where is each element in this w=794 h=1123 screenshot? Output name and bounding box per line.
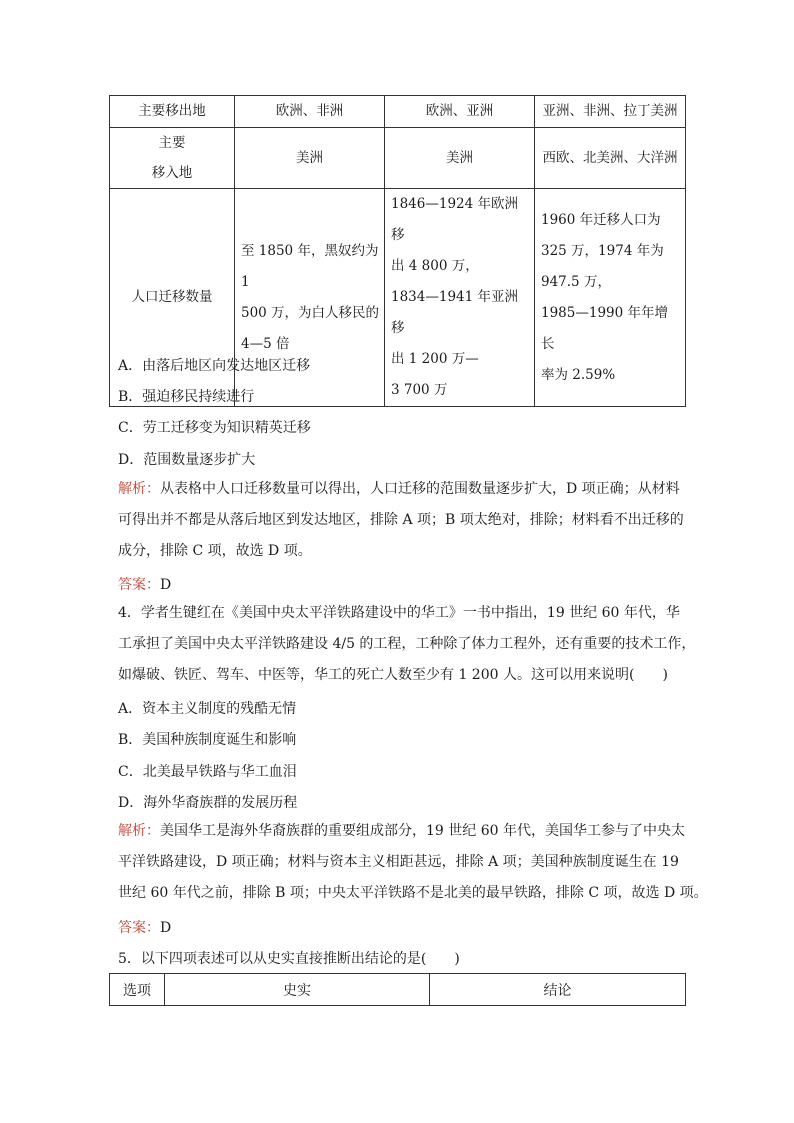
table-cell [385, 189, 535, 407]
q3-option-c: C．劳工迁移变为知识精英迁移 [118, 420, 311, 436]
q3-answer [118, 574, 171, 594]
q4-option-a: A．资本主义制度的残酷无情 [118, 701, 297, 717]
analysis-text: 美国华工是海外华裔族群的重要组成部分，19 世纪 60 年代，美国华工参与了中央太 [160, 823, 685, 839]
q3-option-d: D．范围数量逐步扩大 [118, 452, 256, 468]
table-header-cell: 结论 [430, 974, 686, 1006]
answer-value: D [160, 920, 172, 936]
cell-line: 1834—1941 年亚洲移 [391, 289, 519, 336]
analysis-label: 解析： [118, 481, 160, 497]
table-cell [535, 189, 686, 407]
cell-line: 主要 [158, 135, 186, 151]
table-cell: 人口迁移数量 [110, 189, 235, 407]
analysis-text: 成分，排除 C 项，故选 D 项。 [118, 543, 312, 559]
table-cell [110, 128, 235, 189]
table-cell: 亚洲、非洲、拉丁美洲 [535, 96, 686, 128]
cell-line: 3 700 万 [391, 382, 448, 398]
q5-stem: 5．以下四项表述可以从史实直接推断出结论的是( ) [118, 951, 460, 967]
answer-label: 答案： [118, 920, 160, 936]
table-header-cell: 选项 [110, 974, 165, 1006]
cell-line: 率为 2.59% [541, 366, 616, 383]
cell-line: 出 1 200 万— [391, 351, 479, 367]
stem-text: 4．学者生键红在《美国中央太平洋铁路建设中的华工》一书中指出，19 世纪 60 年代，华 [118, 605, 680, 621]
answer-value: D [160, 577, 172, 593]
cell-line: 947.5 万， [541, 273, 611, 290]
table-row [110, 128, 686, 189]
table-cell: 欧洲、亚洲 [385, 96, 535, 128]
cell-line: 至 1850 年，黑奴约为 1 [241, 242, 379, 290]
q5-table [109, 973, 686, 1006]
cell-line: 1985—1990 年年增长 [541, 304, 669, 352]
q3-option-b: B．强迫移民持续进行 [118, 389, 255, 405]
table-cell: 主要移出地 [110, 96, 235, 128]
q4-option-b: B．美国种族制度诞生和影响 [118, 732, 297, 748]
stem-text: 如爆破、铁匠、驾车、中医等，华工的死亡人数至少有 1 200 人。这可以用来说明( ) [118, 667, 668, 683]
q3-option-a: A．由落后地区向发达地区迁移 [118, 358, 311, 374]
cell-line: 500 万，为白人移民的 [241, 304, 380, 321]
analysis-text: 从表格中人口迁移数量可以得出，人口迁移的范围数量逐步扩大，D 项正确；从材料 [160, 481, 680, 497]
table-cell: 西欧、北美洲、大洋洲 [535, 128, 686, 189]
cell-line: 325 万，1974 年为 [541, 242, 664, 259]
cell-line: 移入地 [151, 165, 193, 181]
cell-line: 1960 年迁移人口为 [541, 211, 661, 228]
analysis-label: 解析： [118, 823, 160, 839]
analysis-text: 可得出并不都是从落后地区到发达地区，排除 A 项；B 项太绝对，排除；材料看不出迁移的 [118, 512, 684, 528]
analysis-text: 平洋铁路建设，D 项正确；材料与资本主义相距甚远，排除 A 项；美国种族制度诞生在 19 [118, 854, 679, 870]
table-row [110, 974, 686, 1006]
table-cell: 美洲 [235, 128, 385, 189]
q4-answer [118, 917, 171, 937]
table-header-cell: 史实 [165, 974, 430, 1006]
analysis-text: 世纪 60 年代之前，排除 B 项；中央太平洋铁路不是北美的最早铁路，排除 C 项，故选 D 项。 [118, 885, 708, 901]
q4-stem [118, 598, 696, 691]
table-cell: 欧洲、非洲 [235, 96, 385, 128]
q4-option-c: C．北美最早铁路与华工血泪 [118, 764, 297, 780]
cell-line: 4—5 倍 [241, 335, 290, 352]
cell-line: 1846—1924 年欧洲移 [391, 196, 519, 243]
answer-label: 答案： [118, 577, 160, 593]
q3-analysis [118, 474, 684, 567]
stem-text: 工承担了美国中央太平洋铁路建设 4/5 的工程，工种除了体力工程外，还有重要的技术工作， [118, 636, 696, 652]
table-row [110, 96, 686, 128]
q4-analysis [118, 816, 708, 909]
table-cell: 美洲 [385, 128, 535, 189]
q4-option-d: D．海外华裔族群的发展历程 [118, 795, 298, 811]
cell-line: 出 4 800 万， [391, 258, 479, 274]
